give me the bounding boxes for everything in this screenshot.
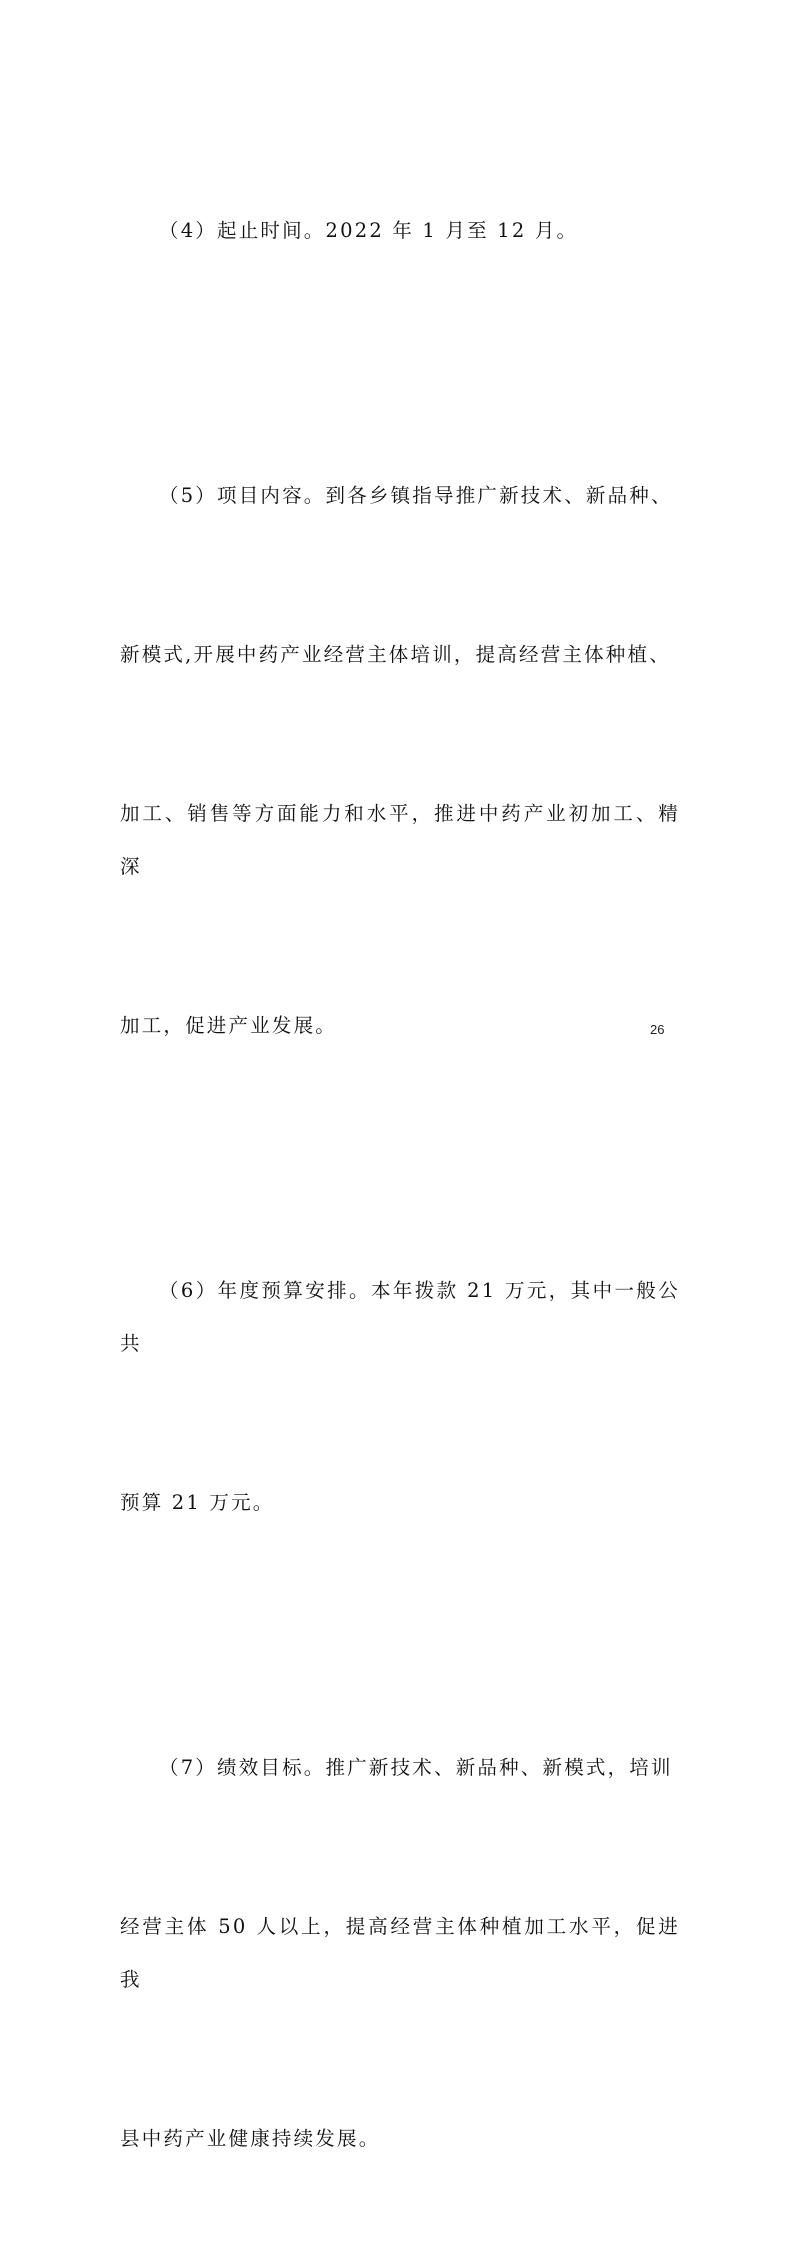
- text-line: 预算 21 万元。: [120, 1491, 275, 1514]
- text-line: 县中药产业健康持续发展。: [120, 2127, 381, 2150]
- text-line: （7）绩效目标。推广新技术、新品种、新模式，培训: [159, 1756, 673, 1779]
- text-line: 新模式,开展中药产业经营主体培训，提高经营主体种植、: [120, 643, 671, 666]
- text-line: 加工、销售等方面能力和水平，推进中药产业初加工、精深: [120, 802, 680, 878]
- page-number: 26: [650, 1022, 665, 1037]
- paragraph-annual-budget: [120, 1158, 680, 1635]
- text-line: （6）年度预算安排。本年拨款 21 万元，其中一般公共: [120, 1279, 680, 1355]
- text-line: （4）起止时间。2022 年 1 月至 12 月。: [159, 219, 579, 242]
- text-line: 加工，促进产业发展。: [120, 1014, 338, 1037]
- document-body: [120, 98, 680, 2244]
- paragraph-project-content: [120, 363, 680, 1158]
- text-line: 经营主体 50 人以上，提高经营主体种植加工水平，促进我: [120, 1915, 680, 1991]
- paragraph-start-end-time: [120, 98, 680, 363]
- text-line: （5）项目内容。到各乡镇指导推广新技术、新品种、: [159, 484, 673, 507]
- paragraph-performance-goal: [120, 1635, 680, 2244]
